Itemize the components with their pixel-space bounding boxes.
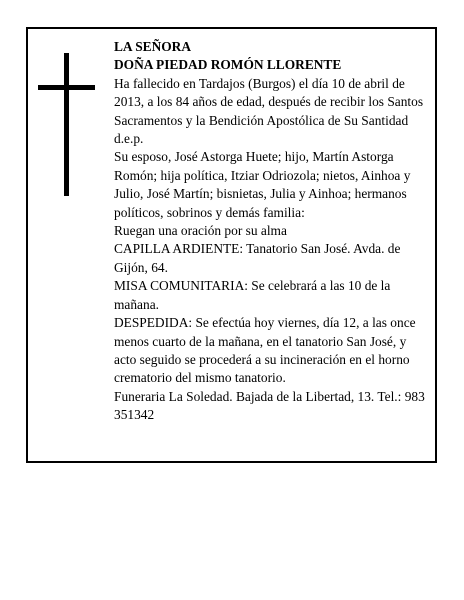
family-list: Su esposo, José Astorga Huete; hijo, Martín Astorga Romón; hija política, Itziar Odriozola; nietos, Ainhoa y Julio, José Martín; bisnietas, Julia y Ainhoa; hermanos políticos, sobrinos y demás familia: [114,149,411,220]
deceased-name: DOÑA PIEDAD ROMÓN LLORENTE [114,57,342,73]
chapel-info: CAPILLA ARDIENTE: Tanatorio San José. Avda. de Gijón, 64. [114,241,401,275]
notice-heading-title: LA SEÑORA [114,39,192,54]
rip-abbreviation: d.e.p. [114,131,144,147]
prayer-request: Ruegan una oración por su alma [114,223,287,239]
cross-vertical-bar [64,53,69,196]
farewell-info: DESPEDIDA: Se efectúa hoy viernes, día 12, a las once menos cuarto de la mañana, en el tanatorio San José, y acto seguido se procederá a su incineración en el horno crematorio del mismo tanatorio. [114,315,416,386]
obituary-text [114,38,428,425]
funeral-home-info: Funeraria La Soledad. Bajada de la Libertad, 13. Tel.: 983 351342 [114,388,425,423]
mass-info: MISA COMUNITARIA: Se celebrará a las 10 de la mañana. [114,278,391,312]
death-announcement: Ha fallecido en Tardajos (Burgos) el día 10 de abril de 2013, a los 84 años de edad, después de recibir los Santos Sacramentos y la Bendición Apostólica de Su Santidad [114,75,424,128]
cross-horizontal-bar [38,85,95,90]
